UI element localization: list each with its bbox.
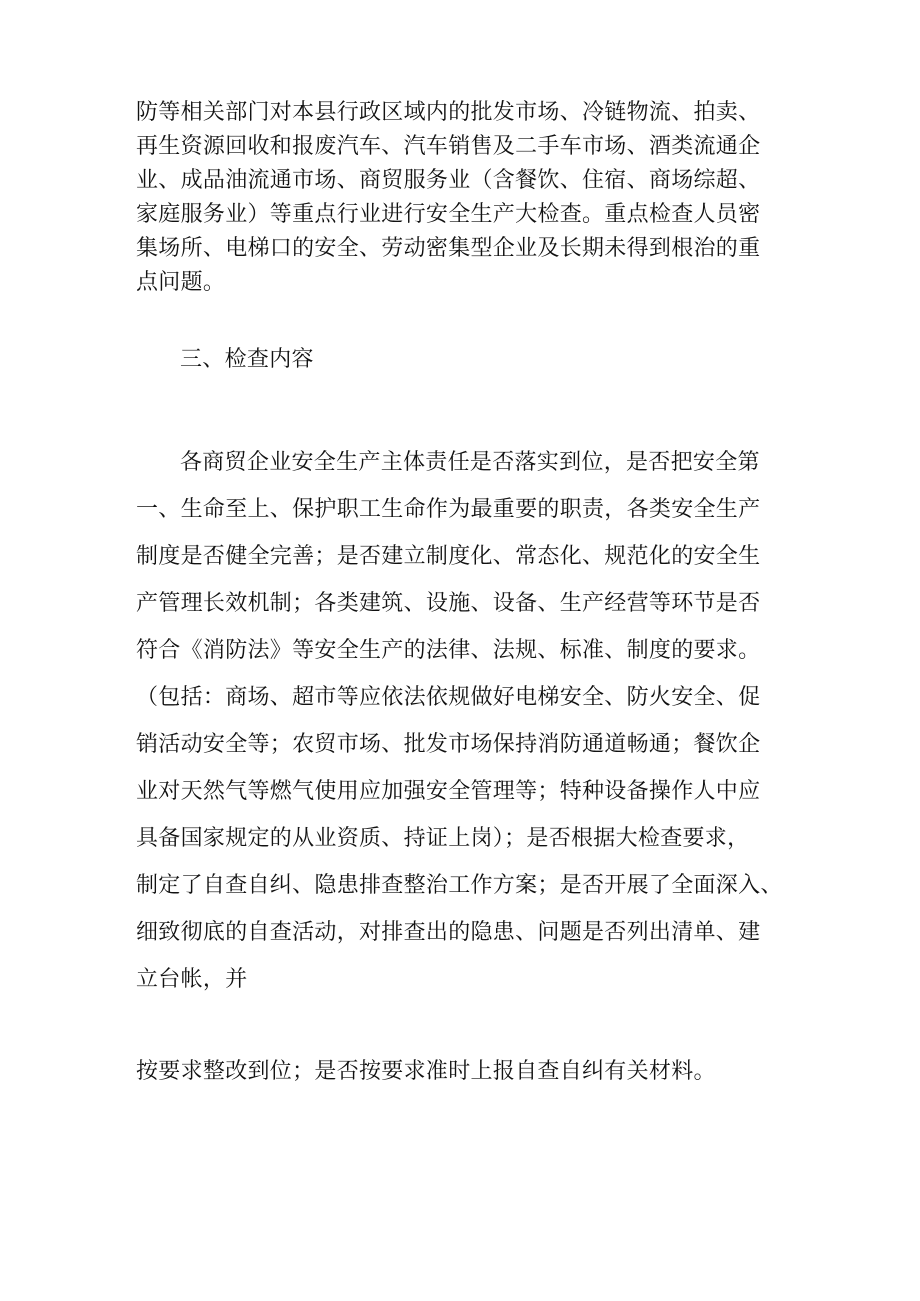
text-line: 符合《消防法》等安全生产的法律、法规、标准、制度的要求。 — [136, 638, 761, 663]
text-line: 产管理长效机制；各类建筑、设施、设备、生产经营等环节是否 — [136, 591, 761, 616]
paragraph-scope — [136, 96, 796, 300]
text-line: 集场所、电梯口的安全、劳动密集型企业及长期未得到根治的重 — [136, 236, 761, 261]
text-line: 销活动安全等；农贸市场、批发市场保持消防通道畅通；餐饮企 — [136, 732, 761, 757]
text-line: 一、生命至上、保护职工生命作为最重要的职责，各类安全生产 — [136, 497, 761, 522]
text-line: 制度是否健全完善；是否建立制度化、常态化、规范化的安全生 — [136, 544, 761, 569]
text-line: 业、成品油流通市场、商贸服务业（含餐饮、住宿、商场综超、 — [136, 168, 761, 193]
text-line: 各商贸企业安全生产主体责任是否落实到位，是否把安全第 — [180, 450, 760, 475]
text-line: 制定了自查自纠、隐患排查整治工作方案；是否开展了全面深入、 — [136, 873, 783, 898]
text-line: 家庭服务业）等重点行业进行安全生产大检查。重点检查人员密 — [136, 202, 761, 227]
text-line: 再生资源回收和报废汽车、汽车销售及二手车市场、酒类流通企 — [136, 134, 761, 159]
paragraph-inspection-content — [136, 439, 796, 1003]
text-line: 立台帐，并 — [136, 967, 248, 992]
section-heading — [136, 343, 796, 377]
text-line: 细致彻底的自查活动，对排查出的隐患、问题是否列出清单、建 — [136, 920, 761, 945]
text-line: （包括：商场、超市等应依法依规做好电梯安全、防火安全、促 — [136, 685, 761, 710]
section-heading-text: 三、检查内容 — [180, 347, 314, 372]
text-line: 防等相关部门对本县行政区域内的批发市场、冷链物流、拍卖、 — [136, 100, 761, 125]
text-line: 点问题。 — [136, 270, 226, 295]
text-line: 业对天然气等燃气使用应加强安全管理等；特种设备操作人中应 — [136, 779, 761, 804]
paragraph-continuation — [136, 1055, 796, 1089]
text-line: 具备国家规定的从业资质、持证上岗）；是否根据大检查要求， — [136, 826, 750, 851]
text-line: 按要求整改到位；是否按要求准时上报自查自纠有关材料。 — [136, 1059, 716, 1084]
